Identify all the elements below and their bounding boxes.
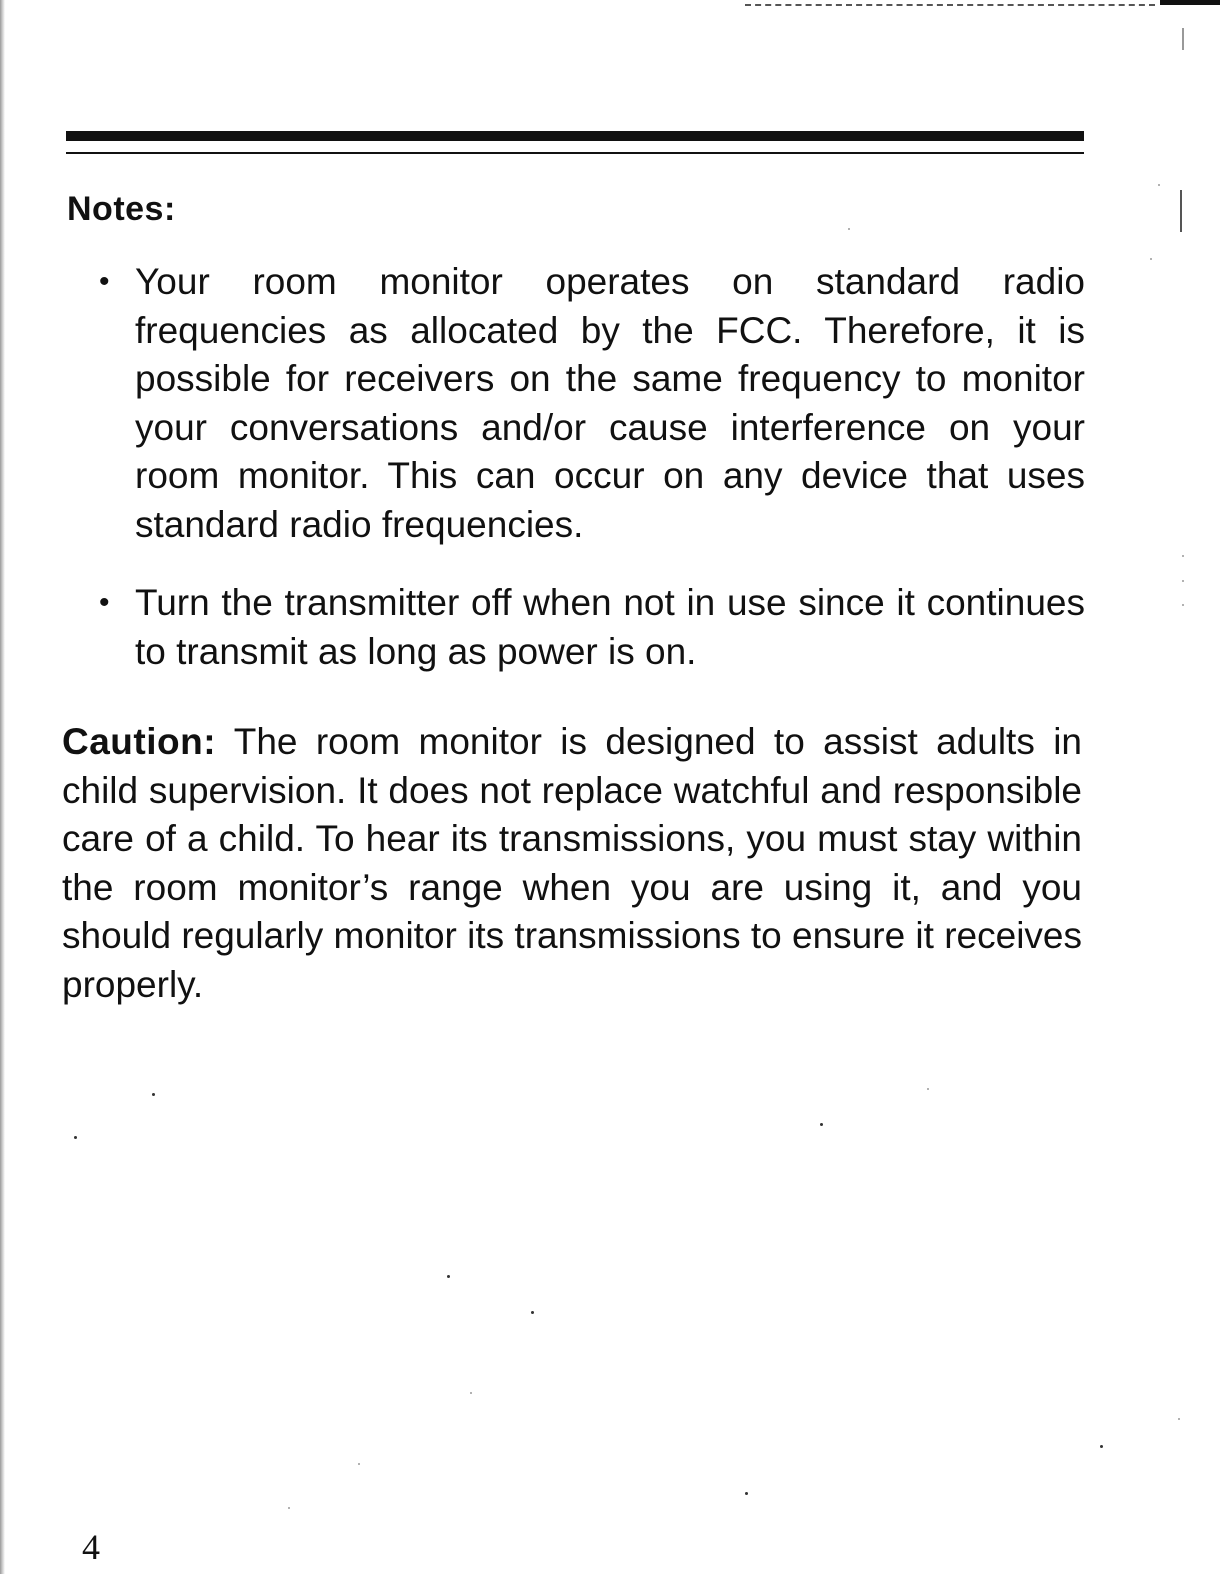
scan-speck [358,1463,360,1465]
scan-speck [447,1275,450,1278]
notes-item-transmitter-off [95,579,1085,676]
scan-speck [927,1088,929,1090]
scan-mark [1180,190,1182,232]
notes-item-radio-frequencies [95,258,1085,549]
scan-speck [848,228,850,230]
scan-speck [1182,555,1184,557]
bullet-icon: • [99,265,110,298]
scan-speck [470,1392,472,1394]
page-number: 4 [82,1527,100,1567]
caution-text: The room monitor is designed to assist adults in child supervision. It does not replace watchful and responsible care of a child. To hear its transmissions, you must stay within the room monitor’s range when you are using it, and you should regularly monitor its transmissions to ensure it receives properly. [62,721,1082,1005]
caution-label: Caution: [62,721,217,762]
scan-edge-left [0,0,5,1574]
header-rule-thin [66,152,1084,154]
scan-speck [74,1136,77,1139]
scan-speck [820,1123,823,1126]
scan-dash-top [745,4,1155,6]
scan-speck [152,1093,155,1096]
caution-paragraph [62,718,1082,1009]
scan-speck [1158,184,1160,186]
notes-list [95,258,1085,706]
notes-item-text: Your room monitor operates on standard radio frequencies as allocated by the FCC. Therefore, it is possible for receivers on the same frequency to monitor your conversations and/or cause interference on your room monitor. This can occur on any device that uses standard radio frequencies. [135,261,1085,545]
scan-speck [1100,1445,1103,1448]
notes-item-text: Turn the transmitter off when not in use since it continues to transmit as long as power is on. [135,582,1085,672]
scan-speck [1182,604,1184,606]
scan-speck [1182,580,1184,582]
notes-heading: Notes: [67,190,176,228]
scan-speck [531,1311,534,1314]
scan-speck [1150,258,1152,260]
scan-speck [288,1507,290,1509]
bullet-icon: • [99,586,110,619]
scan-mark [1182,28,1184,50]
scan-edge-top-right [1160,0,1220,5]
scan-speck [1178,1418,1180,1420]
scan-speck [745,1492,748,1495]
header-rule-thick [66,131,1084,141]
